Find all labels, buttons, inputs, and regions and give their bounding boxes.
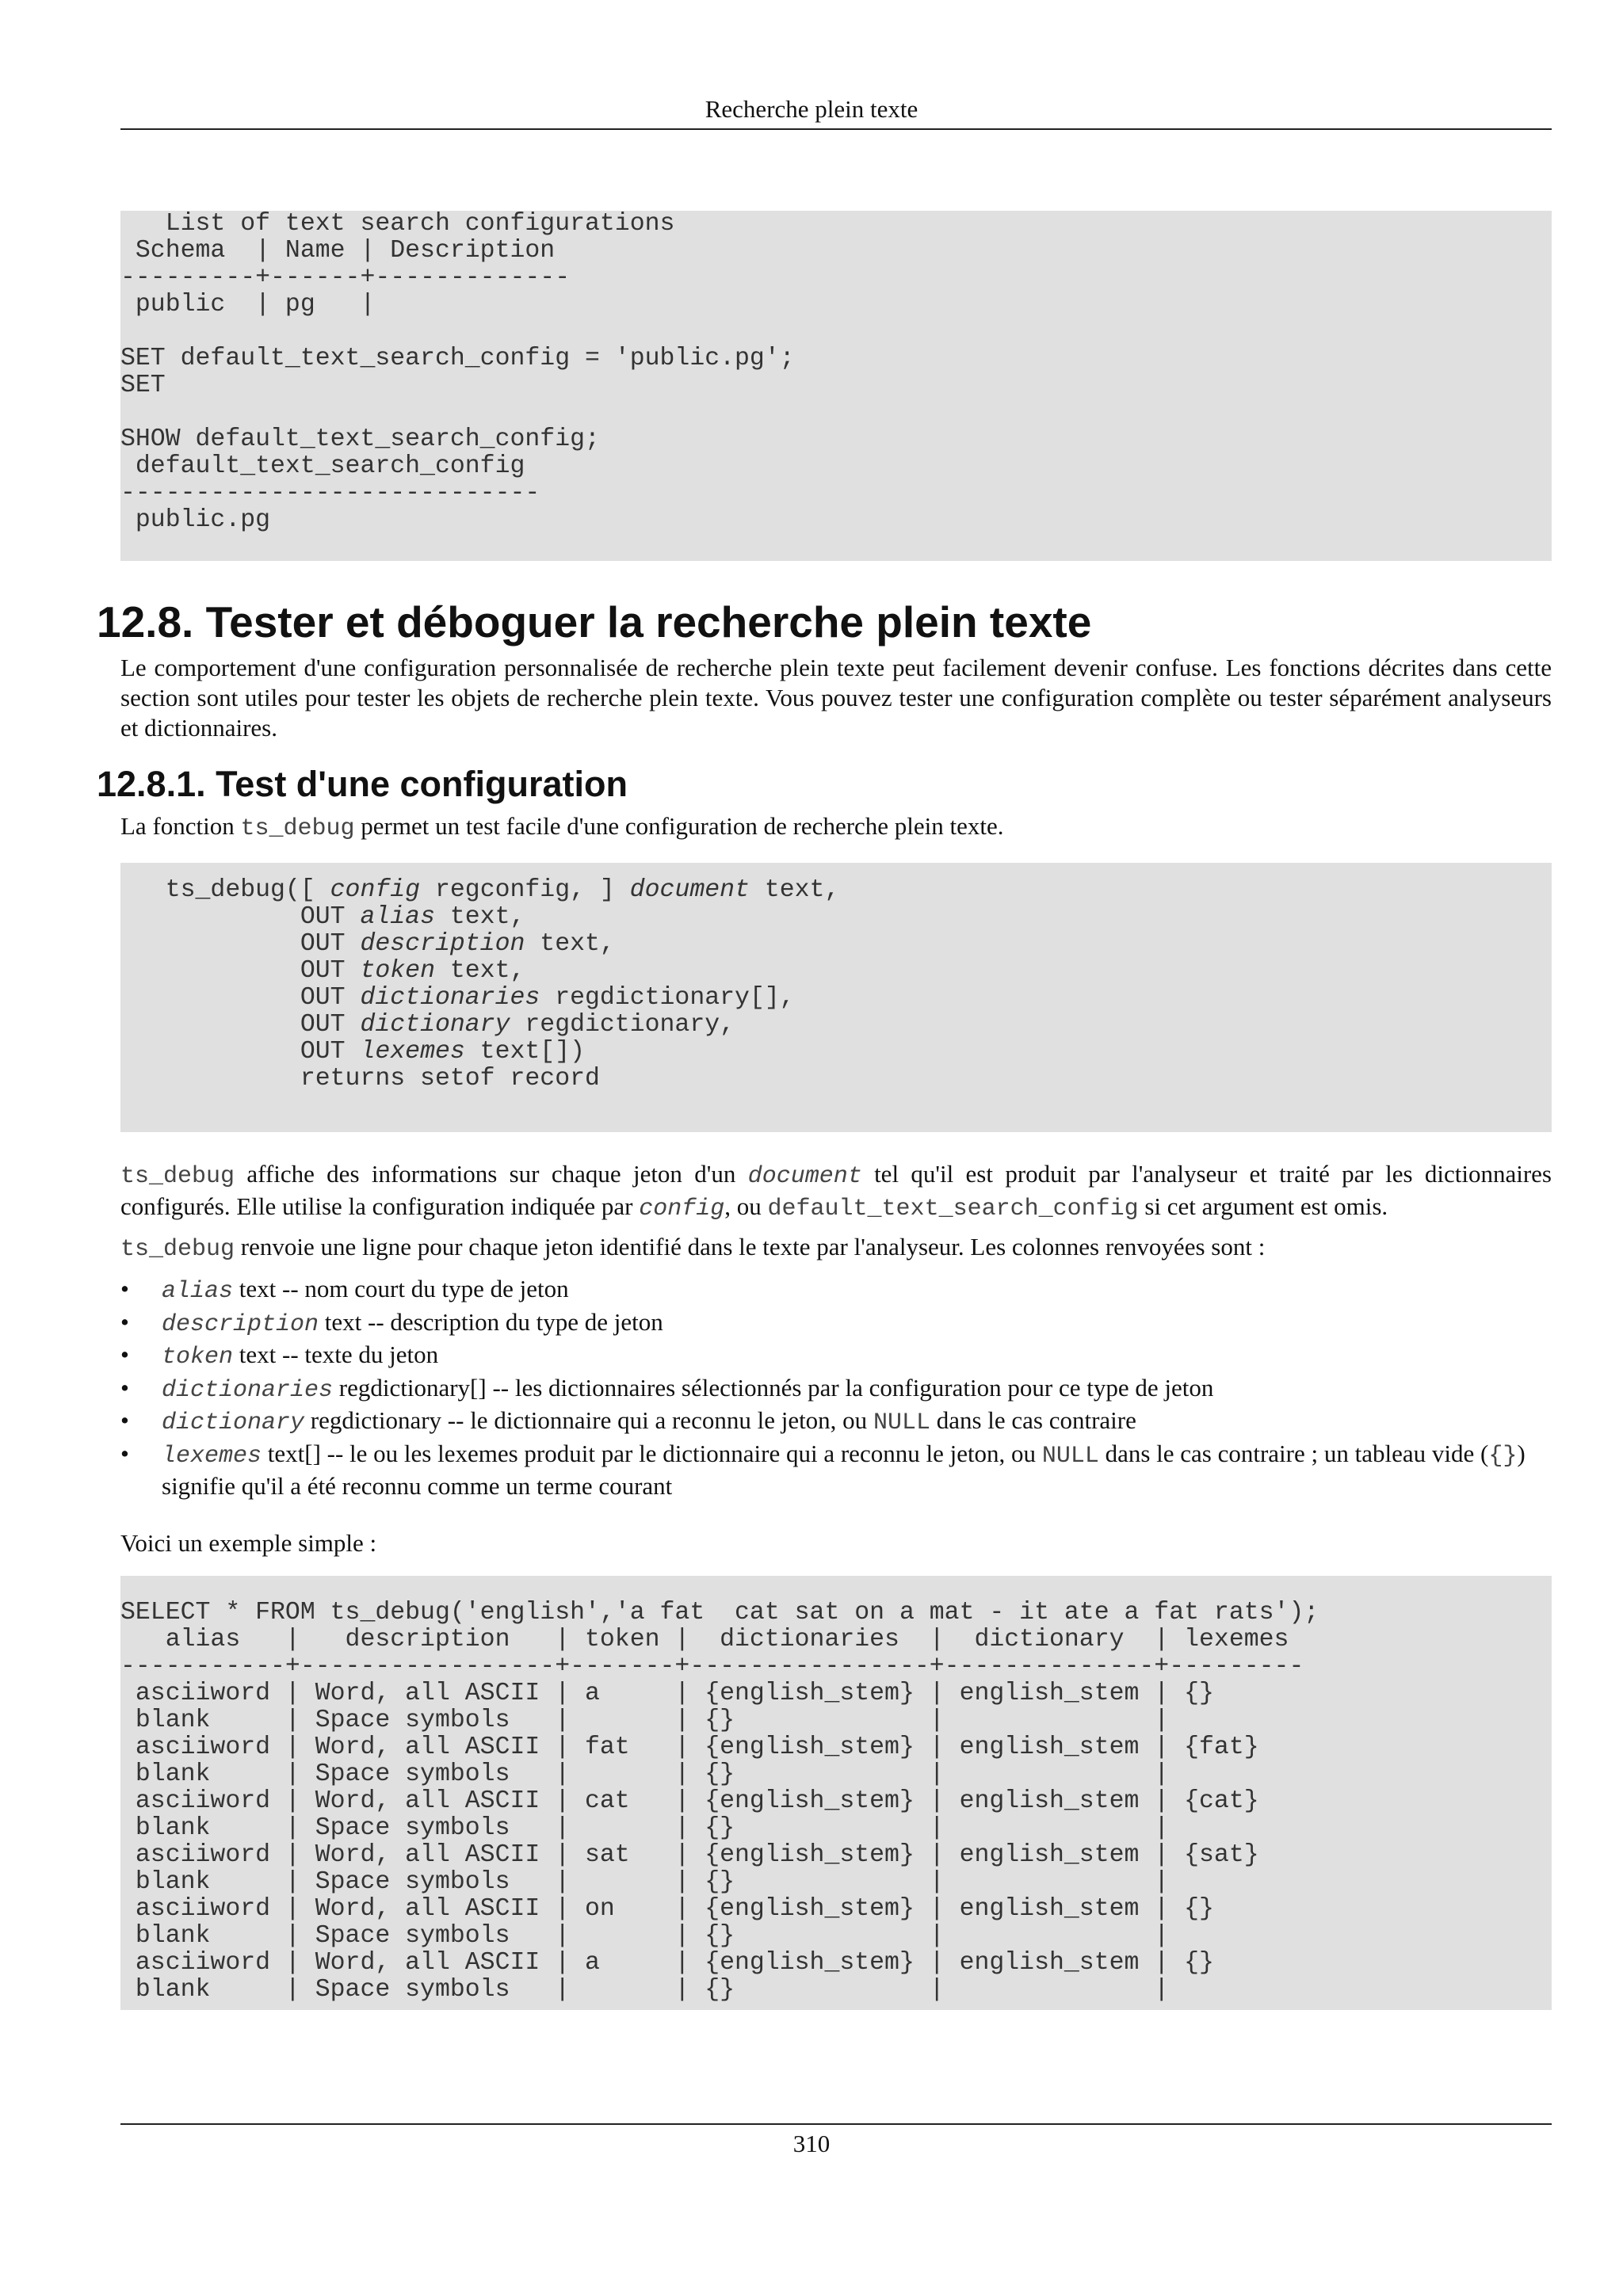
example-intro: Voici un exemple simple : xyxy=(120,1528,377,1557)
code-line: asciiword | Word, all ASCII | fat | {english_stem} | english_stem | {fat} xyxy=(120,1733,1259,1761)
subsection-paragraph xyxy=(120,811,1552,844)
code-line: SET default_text_search_config = 'public.pg'; xyxy=(120,345,795,372)
code-block-signature xyxy=(120,863,1552,1132)
column-name: dictionary xyxy=(162,1409,305,1436)
code-line: public.pg xyxy=(120,506,271,534)
running-header: Recherche plein texte xyxy=(705,95,918,123)
column-name: dictionaries xyxy=(162,1376,334,1404)
column-name: description xyxy=(162,1310,319,1338)
code-line: blank | Space symbols | | {} | | xyxy=(120,1867,1170,1896)
column-desc: text -- texte du jeton xyxy=(233,1341,439,1368)
text-span: La fonction xyxy=(120,812,241,840)
section-title: 12.8. Tester et déboguer la recherche plein texte xyxy=(97,597,1092,646)
code-line: asciiword | Word, all ASCII | cat | {english_stem} | english_stem | {cat} xyxy=(120,1787,1259,1815)
inline-code-null: NULL xyxy=(1041,1442,1099,1470)
code-line: asciiword | Word, all ASCII | a | {english_stem} | english_stem | {} xyxy=(120,1679,1214,1707)
code-block-example xyxy=(120,1576,1552,2010)
column-desc: text[] -- le ou les lexemes produit par le dictionnaire qui a reconnu le jeton, ou xyxy=(262,1439,1042,1467)
list-item xyxy=(120,1340,1552,1373)
inline-code-empty-array: {} xyxy=(1488,1442,1518,1470)
code-line: List of text search configurations xyxy=(120,211,675,238)
page-content xyxy=(97,211,1552,2010)
text-span: renvoie une ligne pour chaque jeton identifié dans le texte par l'analyseur. Les colonnes renvoyées sont : xyxy=(235,1233,1266,1261)
sig-param: document xyxy=(629,876,750,904)
column-name: lexemes xyxy=(162,1442,262,1470)
sig-param: dictionaries xyxy=(360,984,540,1012)
header-rule xyxy=(120,128,1552,130)
column-desc: regdictionary[] -- les dictionnaires sélectionnés par la configuration pour ce type de jeton xyxy=(333,1373,1214,1402)
sig-pre: OUT xyxy=(120,930,361,958)
code-line: blank | Space symbols | | {} | | xyxy=(120,1706,1170,1734)
list-item xyxy=(120,1307,1552,1341)
column-name: alias xyxy=(162,1278,234,1305)
code-line: ---------------------------- xyxy=(120,479,540,507)
sig-text: text, xyxy=(749,876,840,904)
column-desc: ) signifie qu'il a été reconnu comme un terme courant xyxy=(162,1439,1526,1500)
list-item xyxy=(120,1439,1552,1501)
code-line: SELECT * FROM ts_debug('english','a fat cat sat on a mat - it ate a fat rats'); xyxy=(120,1598,1319,1627)
sig-type: regdictionary[], xyxy=(540,984,795,1012)
column-desc: text -- description du type de jeton xyxy=(319,1307,663,1336)
inline-code: ts_debug xyxy=(120,1236,235,1263)
sig-type: regdictionary, xyxy=(510,1011,735,1039)
inline-code-ts-debug: ts_debug xyxy=(240,815,355,842)
text-span: tel qu'il est produit par l'analyseur et traité par les dictionnaires configurés. Elle utilise la configuration indiquée par xyxy=(120,1160,1552,1220)
code-line: SET xyxy=(120,372,166,399)
inline-code: ts_debug xyxy=(120,1163,235,1190)
sig-param: dictionary xyxy=(360,1011,510,1039)
paragraph-ts-debug-output xyxy=(120,1159,1552,1224)
text-span: affiche des informations sur chaque jeton d'un xyxy=(235,1160,748,1188)
column-name: token xyxy=(162,1344,234,1371)
inline-code: document xyxy=(747,1163,862,1190)
code-line: SHOW default_text_search_config; xyxy=(120,425,600,453)
text-span: permet un test facile d'une configuration de recherche plein texte. xyxy=(354,812,1004,840)
subsection-title: 12.8.1. Test d'une configuration xyxy=(97,764,628,804)
sig-text: regconfig, ] xyxy=(420,876,630,904)
text-span: , ou xyxy=(724,1192,768,1220)
page-number: 310 xyxy=(792,2130,831,2157)
inline-code-null: NULL xyxy=(873,1409,930,1436)
code-line: blank | Space symbols | | {} | | xyxy=(120,1760,1170,1788)
sig-type: text, xyxy=(434,957,525,985)
sig-last: returns setof record xyxy=(120,1065,600,1093)
list-item xyxy=(120,1274,1552,1307)
sig-param: lexemes xyxy=(360,1038,465,1066)
code-line: blank | Space symbols | | {} | | xyxy=(120,1921,1170,1950)
sig-type: text[]) xyxy=(464,1038,586,1066)
code-line: ---------+------+------------- xyxy=(120,264,571,292)
sig-pre: OUT xyxy=(120,1038,361,1066)
code-line: blank | Space symbols | | {} | | xyxy=(120,1975,1170,2004)
code-line: asciiword | Word, all ASCII | on | {english_stem} | english_stem | {} xyxy=(120,1894,1214,1923)
code-line: Schema | Name | Description xyxy=(120,237,556,265)
sig-param: config xyxy=(330,876,421,904)
list-item xyxy=(120,1373,1552,1406)
code-block-config-list xyxy=(120,211,1552,561)
sig-pre: OUT xyxy=(120,957,361,985)
code-line: default_text_search_config xyxy=(120,452,525,480)
sig-text: ts_debug([ xyxy=(120,876,330,904)
sig-pre: OUT xyxy=(120,903,361,931)
paragraph-ts-debug-rows xyxy=(120,1232,1552,1264)
sig-type: text, xyxy=(434,903,525,931)
column-desc: text -- nom court du type de jeton xyxy=(233,1275,569,1302)
column-desc: dans le cas contraire ; un tableau vide ( xyxy=(1098,1439,1489,1467)
code-line: public | pg | xyxy=(120,291,376,318)
sig-type: text, xyxy=(525,930,615,958)
column-desc: regdictionary -- le dictionnaire qui a reconnu le jeton, ou xyxy=(304,1406,873,1434)
column-desc: dans le cas contraire xyxy=(930,1406,1136,1434)
code-line: alias | description | token | dictionaries | dictionary | lexemes xyxy=(120,1625,1289,1653)
sig-param: token xyxy=(360,957,435,985)
code-line: blank | Space symbols | | {} | | xyxy=(120,1814,1170,1842)
code-line: -----------+-----------------+-------+----------------+--------------+--------- xyxy=(120,1652,1304,1680)
inline-code: default_text_search_config xyxy=(767,1196,1139,1222)
sig-param: alias xyxy=(360,903,435,931)
code-line: asciiword | Word, all ASCII | sat | {english_stem} | english_stem | {sat} xyxy=(120,1840,1259,1869)
inline-code: config xyxy=(639,1196,725,1222)
list-item xyxy=(120,1405,1552,1439)
sig-pre: OUT xyxy=(120,1011,361,1039)
text-span: si cet argument est omis. xyxy=(1138,1192,1388,1220)
section-intro: Le comportement d'une configuration personnalisée de recherche plein texte peut facilement devenir confuse. Les fonctions décrites dans cette section sont utiles pour tester les objets de recherche plein texte. Vous pouvez tester une configuration complète ou tester séparément analyseurs et dictionnaires. xyxy=(120,654,1552,742)
code-line: asciiword | Word, all ASCII | a | {english_stem} | english_stem | {} xyxy=(120,1948,1214,1977)
sig-pre: OUT xyxy=(120,984,361,1012)
sig-param: description xyxy=(360,930,525,958)
column-list xyxy=(120,1274,1552,1501)
